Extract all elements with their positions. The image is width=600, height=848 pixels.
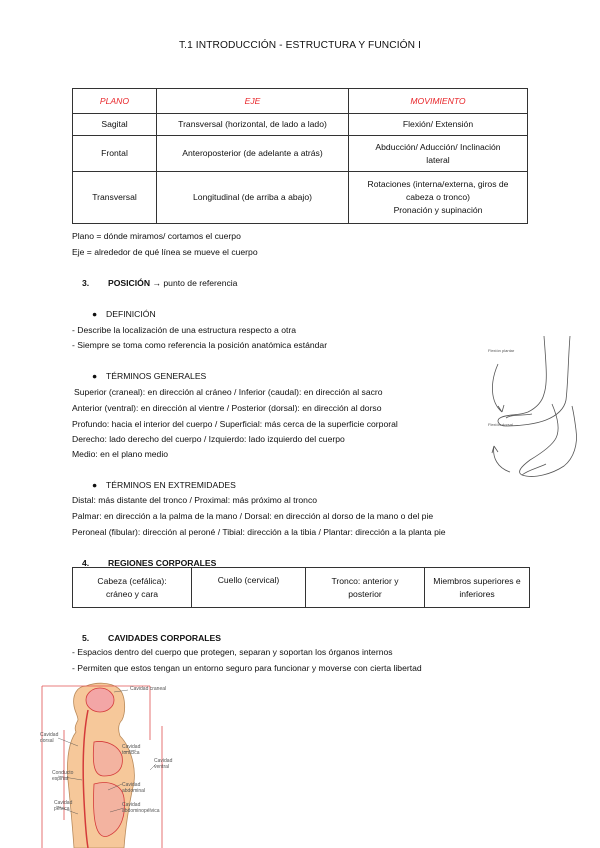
header-movimiento: MOVIMIENTO xyxy=(349,89,528,114)
label-conducto-espinal: Conducto espinal xyxy=(52,770,74,782)
note-eje: Eje = alrededor de qué línea se mueve el cuerpo xyxy=(72,247,258,257)
label-cavidad-abdominopelvica: Cavidad abdominopélvica xyxy=(122,802,160,814)
label-cavidad-dorsal: Cavidad dorsal xyxy=(40,732,59,744)
cell-eje: Longitudinal (de arriba a abajo) xyxy=(157,172,349,224)
region-cell: Cuello (cervical) xyxy=(192,568,306,608)
label-cavidad-ventral: Cavidad ventral xyxy=(154,758,173,770)
foot-drawing xyxy=(482,334,582,484)
definicion-heading: ● DEFINICIÓN xyxy=(92,309,156,319)
generales-line: Superior (craneal): en dirección al cráneo / Inferior (caudal): en dirección al sacro xyxy=(74,387,383,397)
cell-plano: Transversal xyxy=(73,172,157,224)
generales-line: Derecho: lado derecho del cuerpo / Izquierdo: lado izquierdo del cuerpo xyxy=(72,434,345,444)
body-cavities-illustration xyxy=(38,680,188,848)
note-plano: Plano = dónde miramos/ cortamos el cuerpo xyxy=(72,231,241,241)
definicion-line: - Describe la localización de una estructura respecto a otra xyxy=(72,325,297,335)
generales-heading: ● TÉRMINOS GENERALES xyxy=(92,371,207,381)
generales-line: Anterior (ventral): en dirección al vientre / Posterior (dorsal): en dirección al dorso xyxy=(72,403,382,413)
section-3-heading: 3. POSICIÓN → punto de referencia xyxy=(82,278,238,288)
region-cell: Tronco: anterior y posterior xyxy=(306,568,425,608)
cavidades-line: - Espacios dentro del cuerpo que protegen, separan y soportan los órganos internos xyxy=(72,647,393,657)
cell-plano: Frontal xyxy=(73,136,157,172)
cell-eje: Anteroposterior (de adelante a atrás) xyxy=(157,136,349,172)
region-cell: Miembros superiores e inferiores xyxy=(425,568,530,608)
region-cell: Cabeza (cefálica): cráneo y cara xyxy=(73,568,192,608)
section-4-heading: 4. REGIONES CORPORALES xyxy=(82,558,217,568)
label-cavidad-pelvica: Cavidad pélvica xyxy=(54,800,73,812)
label-cavidad-abdominal: Cavidad abdominal xyxy=(122,782,146,794)
header-eje: EJE xyxy=(157,89,349,114)
definicion-line: - Siempre se toma como referencia la posición anatómica estándar xyxy=(72,340,328,350)
extremidades-heading: ● TÉRMINOS EN EXTREMIDADES xyxy=(92,480,236,490)
header-plano: PLANO xyxy=(73,89,157,114)
cell-movimiento: Flexión/ Extensión xyxy=(349,114,528,136)
generales-line: Medio: en el plano medio xyxy=(72,449,169,459)
foot-label-top: Flexión plantar xyxy=(488,348,515,353)
extremidades-line: Palmar: en dirección a la palma de la mano / Dorsal: en dirección al dorso de la mano o del pie xyxy=(72,511,434,521)
extremidades-line: Peroneal (fibular): dirección al peroné / Tibial: dirección a la tibia / Plantar: dirección a la planta pie xyxy=(72,527,446,537)
generales-line: Profundo: hacia el interior del cuerpo / Superficial: más cerca de la superficie corporal xyxy=(72,419,398,429)
regions-table xyxy=(72,567,530,608)
cavidades-line: - Permiten que estos tengan un entorno seguro para funcionar y moverse con cierta libertad xyxy=(72,663,422,673)
section-5-heading: 5. CAVIDADES CORPORALES xyxy=(82,633,222,643)
page-title: T.1 INTRODUCCIÓN - ESTRUCTURA Y FUNCIÓN I xyxy=(178,40,421,51)
label-cavidad-toracica: Cavidad torácica xyxy=(122,744,141,756)
foot-illustration xyxy=(482,334,582,484)
foot-label-bottom: Flexión dorsal xyxy=(488,422,513,427)
cell-eje: Transversal (horizontal, de lado a lado) xyxy=(157,114,349,136)
cell-movimiento: Rotaciones (interna/externa, giros de cabeza o tronco) Pronación y supinación xyxy=(349,172,528,224)
planes-table xyxy=(72,88,528,224)
cell-plano: Sagital xyxy=(73,114,157,136)
cell-movimiento: Abducción/ Aducción/ Inclinación lateral xyxy=(349,136,528,172)
label-cavidad-craneal: Cavidad craneal xyxy=(130,686,167,692)
extremidades-line: Distal: más distante del tronco / Proximal: más próximo al tronco xyxy=(72,495,318,505)
